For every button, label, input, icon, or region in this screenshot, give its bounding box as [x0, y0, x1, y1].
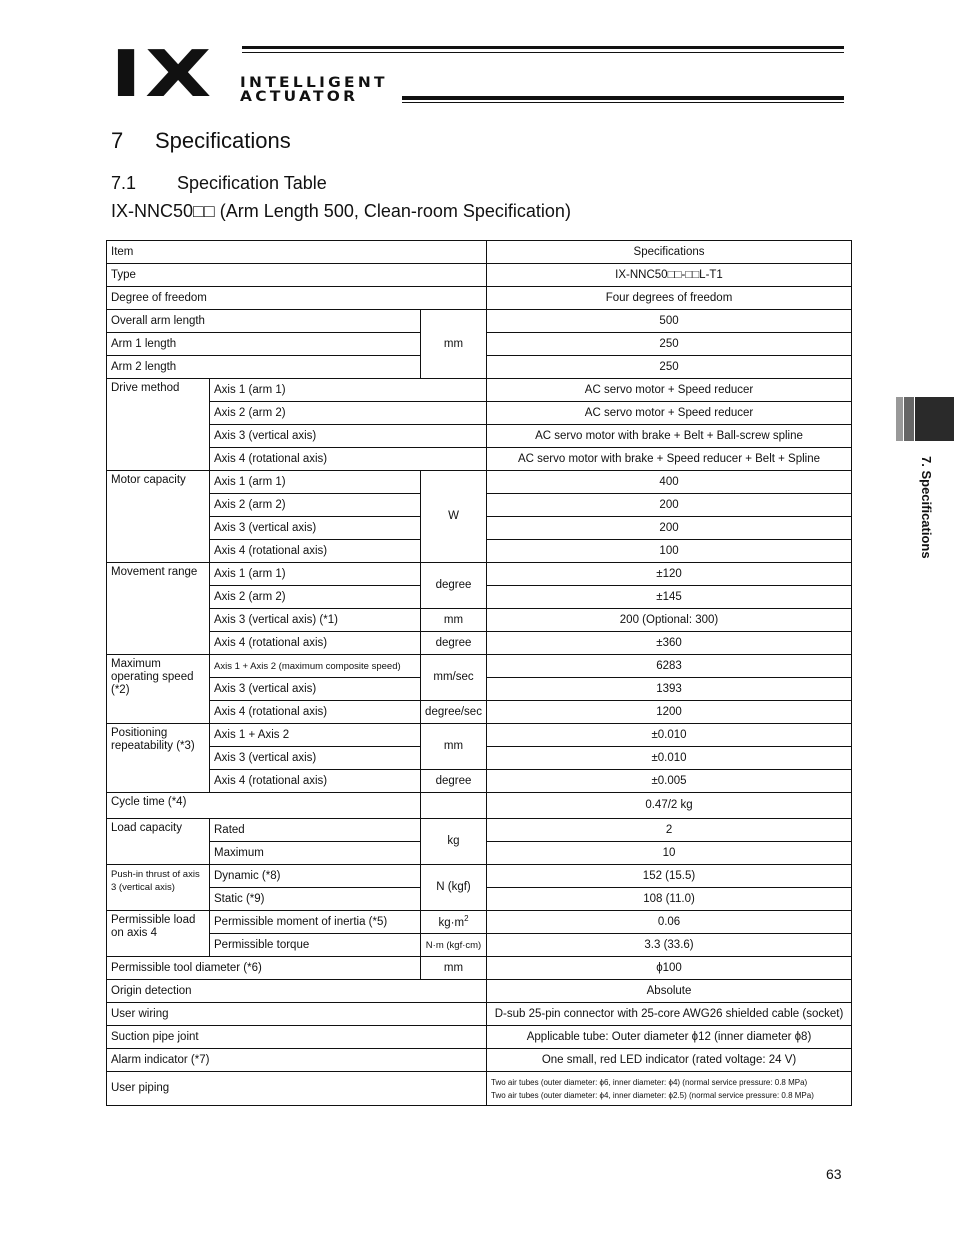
unit-cell: N (kgf) [421, 865, 487, 911]
unit-cell [421, 911, 487, 934]
axis-label: Axis 1 (arm 1) [210, 563, 421, 586]
unit-cell: mm [421, 609, 487, 632]
table-row [107, 770, 852, 793]
axis-label: Axis 2 (arm 2) [210, 586, 421, 609]
axis-label: Rated [210, 819, 421, 842]
row-value: 1393 [487, 678, 852, 701]
table-row [107, 448, 852, 471]
row-value: Four degrees of freedom [487, 287, 852, 310]
row-value: AC servo motor with brake + Speed reducer + Belt + Spline [487, 448, 852, 471]
section-number: 7 [111, 128, 124, 153]
row-value: 100 [487, 540, 852, 563]
unit-cell: W [421, 471, 487, 563]
table-row [107, 241, 852, 264]
header-item-cell: Item [107, 241, 487, 264]
section-title: Specifications [155, 128, 291, 153]
table-row [107, 379, 852, 402]
row-value: ±0.010 [487, 724, 852, 747]
table-row [107, 632, 852, 655]
chapter-tab-marker [896, 397, 954, 441]
row-label: Degree of freedom [107, 287, 487, 310]
table-row [107, 471, 852, 494]
axis-label: Axis 4 (rotational axis) [210, 448, 487, 471]
header-rule-bottom [402, 96, 844, 100]
unit-text: kg·m [438, 916, 465, 929]
row-value: ±145 [487, 586, 852, 609]
table-row [107, 563, 852, 586]
subsection-title: Specification Table [177, 173, 327, 193]
header-spec-cell: Specifications [487, 241, 852, 264]
section-heading [111, 128, 291, 154]
table-row [107, 655, 852, 678]
row-value: 3.3 (33.6) [487, 934, 852, 957]
row-value: One small, red LED indicator (rated voltage: 24 V) [487, 1049, 852, 1072]
axis-label: Dynamic (*8) [210, 865, 421, 888]
row-value: 400 [487, 471, 852, 494]
row-value: 10 [487, 842, 852, 865]
table-row [107, 934, 852, 957]
group-label: Push-in thrust of axis 3 (vertical axis) [107, 865, 210, 911]
axis-label: Axis 4 (rotational axis) [210, 770, 421, 793]
table-row [107, 1026, 852, 1049]
row-value: 1200 [487, 701, 852, 724]
axis-label: Axis 1 (arm 1) [210, 379, 487, 402]
row-value: ±0.005 [487, 770, 852, 793]
axis-label: Axis 4 (rotational axis) [210, 632, 421, 655]
row-label: Permissible tool diameter (*6) [107, 957, 421, 980]
unit-cell: degree [421, 563, 487, 609]
row-label: Cycle time (*4) [107, 793, 421, 819]
axis-label: Axis 1 + Axis 2 (maximum composite speed) [210, 655, 421, 678]
row-value: ϕ100 [487, 957, 852, 980]
row-label: Origin detection [107, 980, 487, 1003]
axis-label: Axis 4 (rotational axis) [210, 701, 421, 724]
table-row [107, 1072, 852, 1106]
axis-label: Axis 2 (arm 2) [210, 402, 487, 425]
row-value [487, 1072, 852, 1106]
row-label: User wiring [107, 1003, 487, 1026]
table-row [107, 819, 852, 842]
table-row [107, 724, 852, 747]
unit-cell: mm [421, 957, 487, 980]
row-value: 250 [487, 333, 852, 356]
unit-cell: degree [421, 770, 487, 793]
unit-cell: mm [421, 724, 487, 770]
page-number: 63 [826, 1166, 842, 1182]
subsection-heading [111, 173, 327, 194]
row-value: IX-NNC50□□-□□L-T1 [487, 264, 852, 287]
axis-label: Static (*9) [210, 888, 421, 911]
piping-line-1: Two air tubes (outer diameter: ϕ6, inner diameter: ϕ4) (normal service pressure: 0.8 MPa) [491, 1077, 808, 1087]
row-value: Applicable tube: Outer diameter ϕ12 (inner diameter ϕ8) [487, 1026, 852, 1049]
axis-label: Axis 3 (vertical axis) [210, 678, 421, 701]
group-label: Movement range [107, 563, 210, 655]
row-value: Absolute [487, 980, 852, 1003]
unit-cell: kg [421, 819, 487, 865]
table-row [107, 1049, 852, 1072]
row-label: Arm 1 length [107, 333, 421, 356]
table-row [107, 957, 852, 980]
row-value: 6283 [487, 655, 852, 678]
table-row [107, 793, 852, 819]
group-label: Load capacity [107, 819, 210, 865]
unit-cell: degree [421, 632, 487, 655]
row-value: 200 [487, 494, 852, 517]
table-row [107, 911, 852, 934]
axis-label: Axis 4 (rotational axis) [210, 540, 421, 563]
row-value: 200 (Optional: 300) [487, 609, 852, 632]
row-value: 108 (11.0) [487, 888, 852, 911]
subsection-number: 7.1 [111, 173, 137, 193]
header-rule-top-thin [242, 52, 844, 53]
table-row [107, 609, 852, 632]
row-label: Suction pipe joint [107, 1026, 487, 1049]
table-row [107, 310, 852, 333]
group-label: Motor capacity [107, 471, 210, 563]
group-label: Positioning repeatability (*3) [107, 724, 210, 793]
row-value: ±360 [487, 632, 852, 655]
logo-mark: IX [110, 38, 215, 112]
table-row [107, 1003, 852, 1026]
axis-label: Axis 2 (arm 2) [210, 494, 421, 517]
row-label: Arm 2 length [107, 356, 421, 379]
unit-superscript: 2 [464, 914, 469, 924]
row-value: 152 (15.5) [487, 865, 852, 888]
unit-cell: mm [421, 310, 487, 379]
unit-cell: mm/sec [421, 655, 487, 701]
table-row [107, 402, 852, 425]
axis-label: Axis 3 (vertical axis) (*1) [210, 609, 421, 632]
unit-cell: N·m (kgf·cm) [421, 934, 487, 957]
header-rule-bottom-thin [402, 102, 844, 103]
spec-table [106, 240, 852, 1106]
axis-label: Axis 3 (vertical axis) [210, 747, 421, 770]
logo-line-2: ACTUATOR [240, 89, 359, 105]
logo-line-1: INTELLIGENT [240, 75, 388, 91]
axis-label: Permissible moment of inertia (*5) [210, 911, 421, 934]
row-value: 250 [487, 356, 852, 379]
row-value: D-sub 25-pin connector with 25-core AWG26 shielded cable (socket) [487, 1003, 852, 1026]
table-row [107, 980, 852, 1003]
table-row [107, 865, 852, 888]
axis-label: Axis 1 (arm 1) [210, 471, 421, 494]
table-row [107, 425, 852, 448]
unit-cell: degree/sec [421, 701, 487, 724]
axis-label: Axis 3 (vertical axis) [210, 517, 421, 540]
logo-wordmark [240, 75, 388, 105]
row-label: Type [107, 264, 487, 287]
row-label: Alarm indicator (*7) [107, 1049, 487, 1072]
row-value: 500 [487, 310, 852, 333]
row-value: AC servo motor with brake + Belt + Ball-screw spline [487, 425, 852, 448]
header-rule-top [242, 46, 844, 49]
model-heading: IX-NNC50□□ (Arm Length 500, Clean-room Specification) [111, 201, 571, 221]
row-value: 200 [487, 517, 852, 540]
chapter-side-label-text: 7. Specifications [919, 456, 934, 559]
row-value: AC servo motor + Speed reducer [487, 402, 852, 425]
table-row [107, 287, 852, 310]
row-value: ±0.010 [487, 747, 852, 770]
axis-label: Axis 3 (vertical axis) [210, 425, 487, 448]
group-label: Maximum operating speed (*2) [107, 655, 210, 724]
axis-label: Axis 1 + Axis 2 [210, 724, 421, 747]
chapter-side-label [918, 456, 938, 596]
group-label: Permissible load on axis 4 [107, 911, 210, 957]
axis-label: Permissible torque [210, 934, 421, 957]
row-value: 2 [487, 819, 852, 842]
unit-cell [421, 793, 487, 819]
row-value: ±120 [487, 563, 852, 586]
row-label: User piping [107, 1072, 487, 1106]
row-label: Overall arm length [107, 310, 421, 333]
axis-label: Maximum [210, 842, 421, 865]
table-row [107, 701, 852, 724]
group-label: Drive method [107, 379, 210, 471]
row-value: 0.06 [487, 911, 852, 934]
piping-line-2: Two air tubes (outer diameter: ϕ4, inner diameter: ϕ2.5) (normal service pressure: 0.8 MPa) [491, 1090, 814, 1100]
table-row [107, 264, 852, 287]
row-value: 0.47/2 kg [487, 793, 852, 819]
row-value: AC servo motor + Speed reducer [487, 379, 852, 402]
